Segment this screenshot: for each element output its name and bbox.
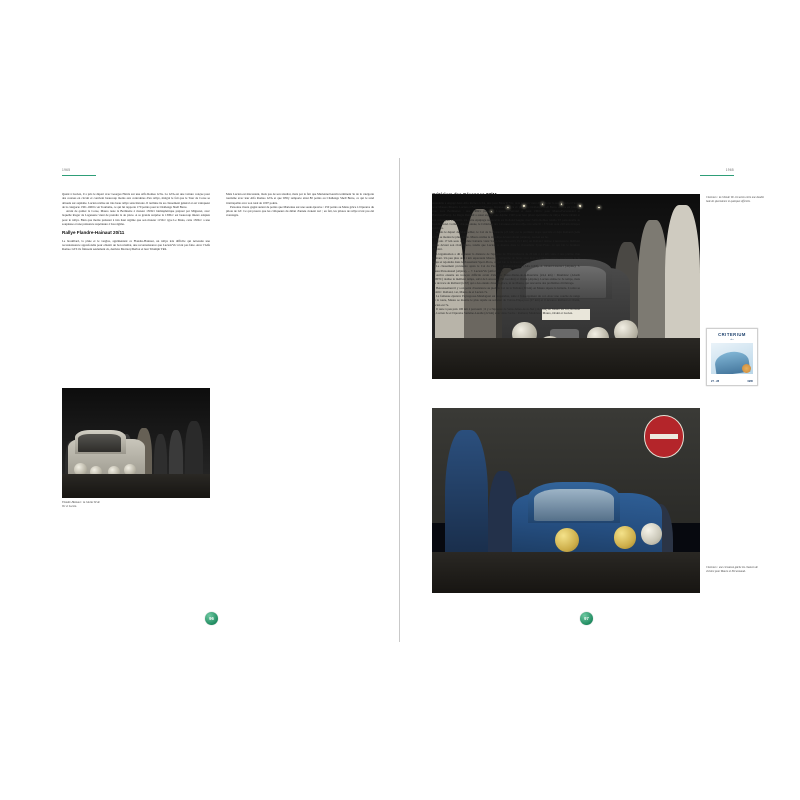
photo-ground <box>432 338 700 379</box>
photo-ground <box>432 552 700 593</box>
paragraph: L'organisation a dû ramener la distance de l'épreuve de l'Escrinchoure de 29 km à 11 km, suite à une plainte d'un habitant. Un peu plus de 11 km séparaient Mauro et l'empêche de lutter avec Rolland. Mauro réalise néanmoins le 3e temps et rejoindre dans le classement Sport-Proto, ce qui fait le bonheur d'Orsini. <box>432 251 580 264</box>
paragraph: Avant de quitter la Corse, Mauro teste la Berlinette à moteur 1300cc hémisphérique préparé par Mignotet, avec laquelle Roger de Lageneste vient de prendre la 4e place. A sa grande surprise la 1300cc est beaucoup mieux adaptée pour le rallye. Bien que moins puissant à très haut régime que son moteur 1150cc type Le Mans, cette 1300cc a une souplesse et une puissance supérieure à bas régime. <box>62 209 210 226</box>
right-page <box>410 160 764 640</box>
plaque-title: CRITERIUM <box>718 332 746 337</box>
left-column-2 <box>226 192 374 218</box>
folio-number: 1965 <box>62 168 71 172</box>
paragraph: Le brouillard, la pluie et le verglas, agrémentent ce Flandre-Hainaut, un rallye très difficile qui nécessite une reconnaissance approfondie pour obtenir un bon résultat, une reconnaissance que Lucien/Vic n'ont pas faite. Avec l'Alfa Romeo GTZ ils finissent seulement 2e, derrière Mortacq/Derbot et leur Triumph TR4. <box>62 238 210 251</box>
plaque-year: 1965 <box>747 380 753 383</box>
paragraph: Après le départ de Montpellier, le Col de la Bastarde (23 km) est la première étape spéciale et déjà Rolland (Alfa GTZ) se montre le plus rapide. Mauro réalise le 2e temps devant Orsini (Alpine), Lucien est 6e. <box>432 230 580 239</box>
headlight-yellow <box>614 526 635 548</box>
paragraph: Arrive ensuite un tronçon difficile avant d'aborder Notre-Dame-de-la-Rouvière (24,4 km) : Maublanc (Abarth 1000TC) réalise le meilleur temps, suivi de Larrousse (BR Gordini) et Orsini (Alpine). Lucien réalise le 3e temps, mais pas de trace de Rolland (GTZ) qui a des ennuis d'essuie-glace, ni de Mauro, qui rencontre des problèmes d'éclairage. <box>432 272 580 286</box>
left-column-1 <box>62 192 210 251</box>
photo-giulia-tz <box>62 388 210 498</box>
page-gutter-divider <box>399 158 400 642</box>
section-heading-flandre: Rallye Flandre-Hainaut 20/11 <box>62 230 125 235</box>
left-page-folio-header <box>62 168 96 176</box>
paragraph: Quant à Lucien, il a pris le départ avec Georges Harris sur une Alfa Romeo GTA. La GTA est une voiture conçue pour des courses en circuit et convient beaucoup moins aux contraintes d'un rallye, malgré le fait que le Tour de Corse se déroule sur asphalte. Lucien réalise un très beau rallye sans histoire. Il termine 6e au classement général et est vainqueur de la catégorie 1301-1600cc en Tourisme, ce qui lui rapporte 170 points pour le Challenge Shell Berre. <box>62 192 210 209</box>
paragraph: Après 17 km sous une pluie battante vient Saint-Jean-du-Gard (13,3 km) où Rolland réalise à nouveau le meilleur temps devant son rival Mauro, tandis que Lucien se montre dans le classement Sport-Proto, ce qui fait le bonheur d'Orsini. <box>432 238 580 252</box>
car-windscreen <box>534 489 614 520</box>
section-heading-criterium: Critérium des Cévennes 27/11 <box>432 192 498 197</box>
photo-ground <box>62 474 210 498</box>
left-page <box>40 160 390 640</box>
folio-rule <box>700 175 734 176</box>
page-number-badge-right: 97 <box>580 612 593 625</box>
plaque-dates: 27 - 28 <box>711 380 720 383</box>
caption-alpine-a110: Cévennes : une crevaison gâche les chances de victoire pour Mauro et Personnaud. <box>706 566 758 573</box>
paragraph: Autodelta a engagé deux Alfa Romeo GTA, une pour Bianchi/Vic, dont Lucien vient d'améliorer la suspension et l'autre pour Mauero/Maurin. Lucien et Fernand Masoero disputeront ici la 2e place au Challenge Shell Berre. Alpine est présent avec trois Berlinettes : une 1300cc pour de Lageneste/Ferrand et deux 1300cc pour Mauro/Personnaud et Hanrioud/Peray. La Régie Renault a aussi engagé une Alpine 1300 pour leur pilote spécialiste de rallye Pierre Orsini et son coéquipier Canonici. Un autre équipage redoutable est Rolland/Augias avec l'Alfa Romeo Giulia TZ personnelle de Jean Rolland. Comme chaque année, le Critérium des Cévennes est un rallye très sélectif : 570 km dont 228 km d'étapes spéciales. <box>432 200 580 230</box>
page-number-badge-left: 96 <box>205 612 218 625</box>
folio-rule <box>62 175 96 176</box>
right-page-folio-header <box>700 168 734 176</box>
paragraph: Heureusement il y a un point d'assistance au pied du Col de la Trébale (30 km) où Mauro répare la batterie. L'ordre se rétablit : Rolland, 1er, Mauro 4e et Lucien 7e. <box>432 285 580 294</box>
paragraph: La fameuse épreuve Peyregoose-Mandagout est suspendue, suite à l'ensorgement du col. Avec une couche de neige sur la route, Mauro se montre le plus rapide au sommet du Trèves-Elépeyrou (27 km) et il devance Rolland et Orsini, Lucien est 7e. <box>432 294 580 307</box>
paragraph: Personne n'aura gagné autant de points que Martenne sur une seule épreuve : 250 points au Mans grâce à l'épreuve du pilote de GT. Ce qui prouve que les critiqueurs du début d'année avaient tort ; en fait, les pilotes de rallye n'ont pas été avantagés. <box>226 204 374 218</box>
paragraph: Il reste à peu près 100 km à parcourir ; il y a l'épreuve de Saint-Julien-de-la-Nef (10,5 km) en Mauro est 1er, Rolland 2e, Lucien 3e et l'épreuve Sumène-Lasalle (22 km) avec dans l'ordre : Rolland, Maublanc, Mauro, Orsini et Lucien. <box>432 306 580 315</box>
photo-alpine-a110 <box>432 408 700 593</box>
paragraph: Mais Lucien est mécontent, mais pas de son résultat, mais par le fait que Martenne/Gauvin terminent 3e de la catégorie tourisme avec leur Alfa Romeo GTA et que Willy remporte ainsi 80 points au Challenge Shell Berre, ce qui le rend irrattrapable avec son total de 1097 points. <box>226 192 374 205</box>
right-column-1 <box>432 192 580 315</box>
plaque-subtitle: des <box>730 337 734 341</box>
folio-number: 1965 <box>725 168 734 172</box>
plaque-footer <box>711 380 753 383</box>
caption-alfa-gta-crowd: Cévennes : la GTA de Vic et Lucien entre une double haie de spectateurs et quelques officiels. <box>706 196 764 203</box>
paragraph: Le classement provisoire après le Col du Pas : 1. Rolland/Augias (Alfa GTZ), 2. Orsini/Canonici (Alpine), 3. Mauro/Personnaud (Alpine), ... 7. Lucien/Vic (Alfa GTA). <box>432 264 580 273</box>
rally-plaque-criterium <box>706 328 758 386</box>
caption-giulia-tz: Flandre-Hainaut : la Giulia TZ de Vic et Lucien. <box>62 501 100 508</box>
car-windscreen <box>78 434 121 452</box>
plaque-seal <box>742 364 751 373</box>
